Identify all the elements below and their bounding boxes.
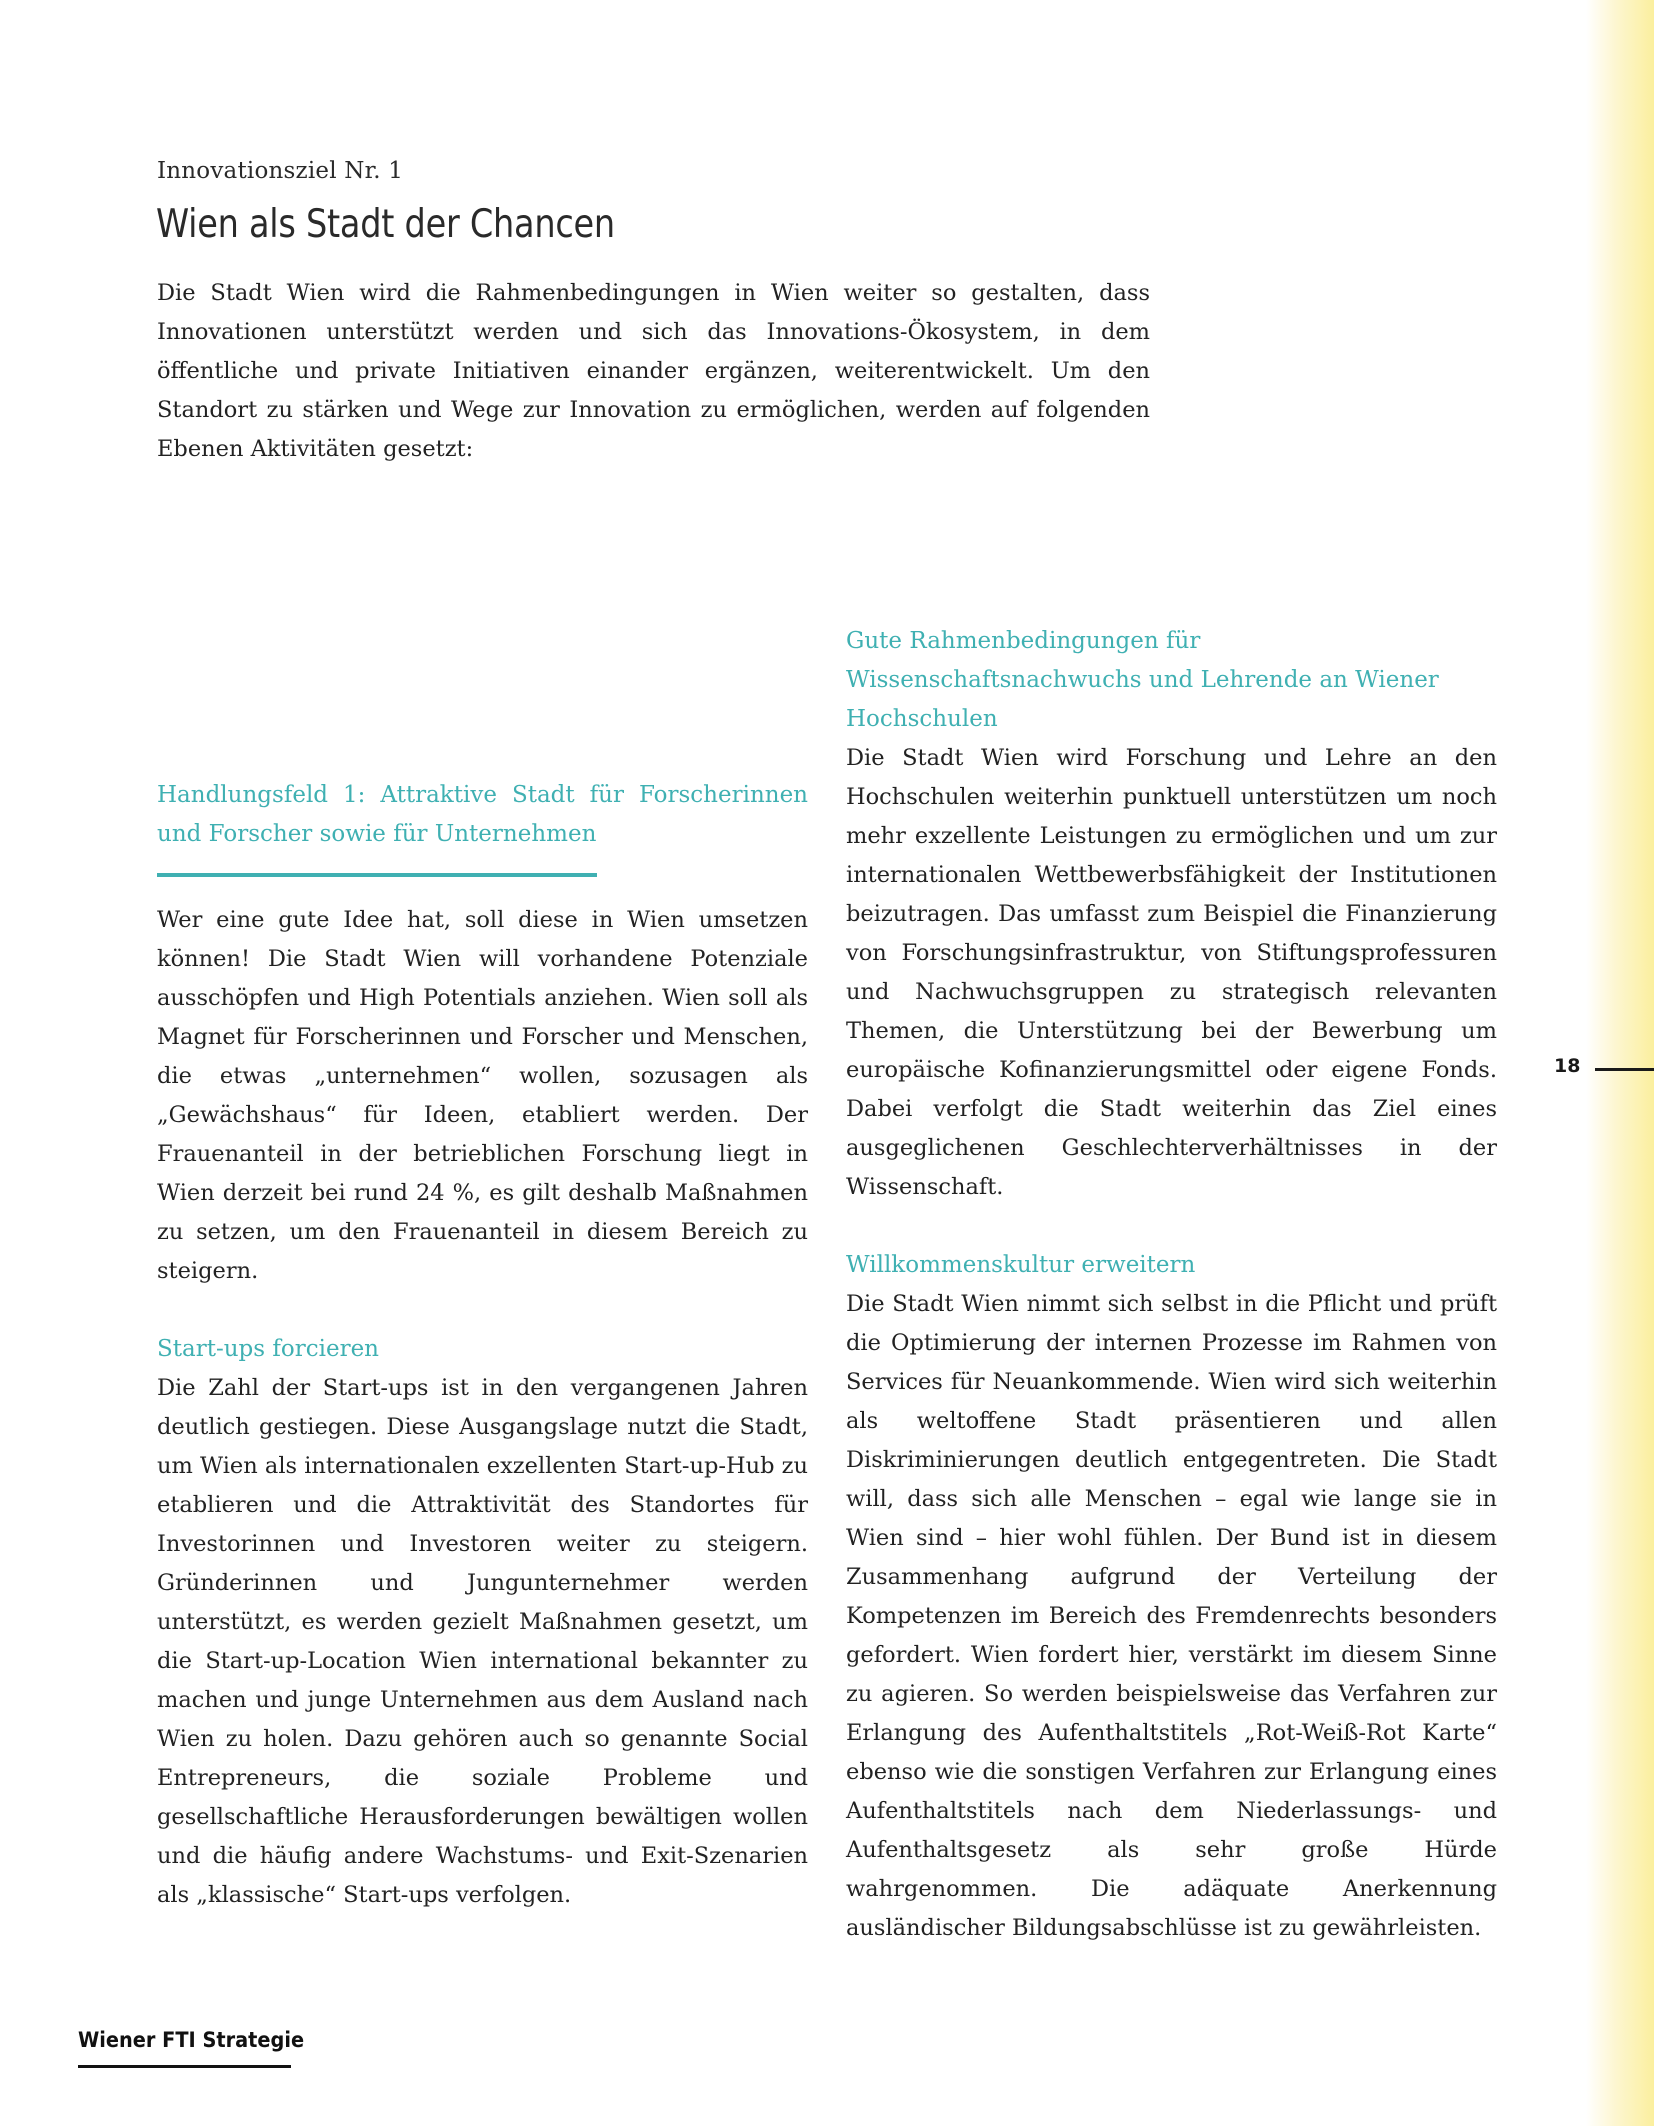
left-column xyxy=(157,776,808,1915)
startups-text: Die Zahl der Start-ups ist in den vergangenen Jahren deutlich gestiegen. Diese Ausgangslage nutzt die Stadt, um Wien als internationalen exzellenten Start-up-Hub zu etablieren und die Attraktivität des Standortes für Investorinnen und Investoren weiter zu steigern. Gründerinnen und Jungunternehmer werden unterstützt, es werden gezielt Maßnahmen gesetzt, um die Start-up-Location Wien international bekannter zu machen und junge Unternehmen aus dem Ausland nach Wien zu holen. Dazu gehören auch so genannte Social Entrepreneurs, die soziale Probleme und gesellschaftliche Herausforderungen bewältigen wollen und die häufig andere Wachstums- und Exit-Szenarien als „klassische“ Start-ups verfolgen. xyxy=(157,1375,808,1908)
section-kicker: Innovationsziel Nr. 1 xyxy=(157,158,404,184)
science-text: Die Stadt Wien wird Forschung und Lehre an den Hochschulen weiterhin punktuell unterstützen um noch mehr exzellente Leistungen zu ermöglichen und um zur internationalen Wettbewerbsfähigkeit der Institutionen beizutragen. Das umfasst zum Beispiel die Finanzierung von Forschungsinfrastruktur, von Stiftungsprofessuren und Nachwuchsgruppen zu strategisch relevanten Themen, die Unterstützung bei der Bewerbung um europäische Kofinanzierungsmittel oder eigene Fonds. Dabei verfolgt die Stadt weiterhin das Ziel eines ausgeglichenen Geschlechterverhältnisses in der Wissenschaft. xyxy=(846,745,1497,1200)
action-field-heading: Handlungsfeld 1: Attraktive Stadt für Forscherinnen und Forscher sowie für Unternehmen xyxy=(157,782,808,847)
heading-underline xyxy=(157,873,597,877)
startups-heading: Start-ups forcieren xyxy=(157,1336,379,1362)
page-title: Wien als Stadt der Chancen xyxy=(156,202,615,247)
welcome-heading: Willkommenskultur erweitern xyxy=(846,1252,1196,1278)
footer-title: Wiener FTI Strategie xyxy=(78,2028,305,2052)
page-number: 18 xyxy=(1554,1055,1581,1077)
welcome-text: Die Stadt Wien nimmt sich selbst in die Pflicht und prüft die Optimierung der internen Prozesse im Rahmen von Services für Neuankommende. Wien wird sich weiterhin als weltoffene Stadt präsentieren und allen Diskriminierungen deutlich entgegentreten. Die Stadt will, dass sich alle Menschen – egal wie lange sie in Wien sind – hier wohl fühlen. Der Bund ist in diesem Zusammenhang aufgrund der Verteilung der Kompetenzen im Bereich des Fremdenrechts besonders gefordert. Wien fordert hier, verstärkt im diesem Sinne zu agieren. So werden beispielsweise das Verfahren zur Erlangung des Aufenthaltstitels „Rot-Weiß-Rot Karte“ ebenso wie die sonstigen Verfahren zur Erlangung eines Aufenthaltstitels nach dem Niederlassungs- und Aufenthaltsgesetz als sehr große Hürde wahrgenommen. Die adäquate Anerkennung ausländischer Bildungsabschlüsse ist zu gewährleisten. xyxy=(846,1291,1497,1941)
science-heading: Gute Rahmenbedingungen für Wissenschaftsnachwuchs und Lehrende an Wiener Hochschulen xyxy=(846,628,1439,732)
footer-underline xyxy=(78,2065,291,2068)
page-number-rule xyxy=(1595,1068,1654,1071)
right-column xyxy=(846,622,1497,1948)
page-edge-gradient xyxy=(1586,0,1654,2126)
action-field-text: Wer eine gute Idee hat, soll diese in Wien umsetzen können! Die Stadt Wien will vorhandene Potenziale ausschöpfen und High Potentials anziehen. Wien soll als Magnet für Forscherinnen und Forscher und Menschen, die etwas „unternehmen“ wollen, sozusagen als „Gewächshaus“ für Ideen, etabliert werden. Der Frauenanteil in der betrieblichen Forschung liegt in Wien derzeit bei rund 24 %, es gilt deshalb Maßnahmen zu setzen, um den Frauenanteil in diesem Bereich zu steigern. xyxy=(157,907,808,1284)
intro-paragraph: Die Stadt Wien wird die Rahmenbedingungen in Wien weiter so gestalten, dass Innovationen unterstützt werden und sich das Innovations-Ökosystem, in dem öffentliche und private Initiativen einander ergänzen, weiterentwickelt. Um den Standort zu stärken und Wege zur Innovation zu ermöglichen, werden auf folgenden Ebenen Aktivitäten gesetzt: xyxy=(157,280,1150,462)
